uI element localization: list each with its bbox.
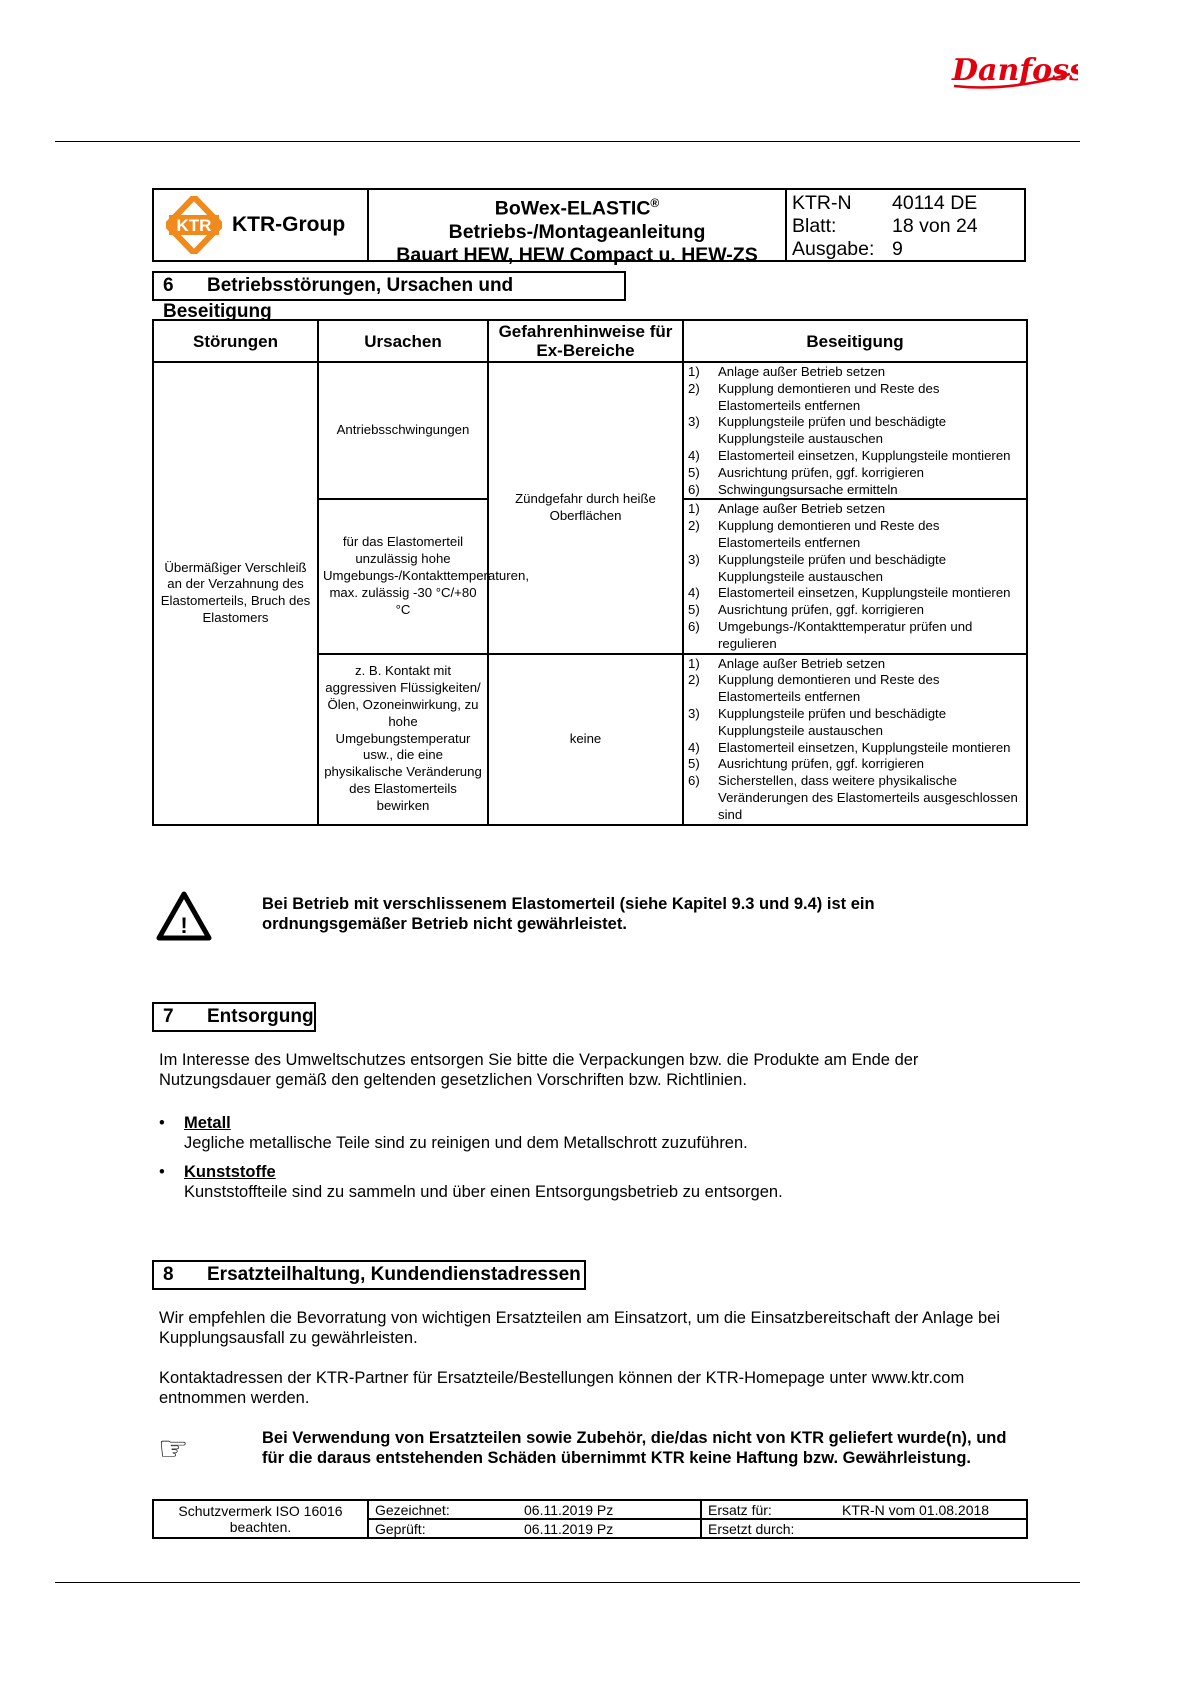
ktr-logo-cell [154, 190, 369, 260]
drawn-value: 06.11.2019 Pz [518, 1500, 701, 1519]
danfoss-logo-mark [948, 44, 1078, 94]
revision-footer [152, 1499, 1028, 1539]
title-line-3: Bauart HEW, HEW Compact u. HEW-ZS [396, 243, 758, 266]
section-7-heading: 7 Entsorgung [152, 1002, 316, 1032]
document-header [152, 188, 1026, 266]
ktr-logo-icon [166, 196, 222, 254]
list-item: • Metall Jegliche metallische Teile sind zu reinigen und dem Metallschrott zuzuführen. [159, 1114, 748, 1152]
ursache-cell: Antriebsschwingungen [318, 362, 488, 499]
bullet-icon: • [159, 1114, 165, 1132]
replaces-value: KTR-N vom 01.08.2018 [836, 1500, 1027, 1519]
danfoss-logo-text: Danfoss [952, 53, 1078, 88]
gefahr-cell: keine [488, 654, 683, 825]
list-item: • Kunststoffe Kunststoffteile sind zu sammeln und über einen Entsorgungsbetrieb zu entsorgen. [159, 1163, 783, 1201]
meta-row: Blatt: 18 von 24 [792, 215, 978, 237]
section-8-heading: 8 Ersatzteilhaltung, Kundendienstadressen [152, 1260, 586, 1290]
checked-value: 06.11.2019 Pz [518, 1519, 701, 1538]
bottom-rule [55, 1582, 1080, 1583]
protection-note: Schutzvermerk ISO 16016 beachten. [153, 1500, 368, 1538]
svg-text:!: ! [180, 913, 188, 938]
meta-row: KTR-N 40114 DE [792, 192, 978, 214]
col-header-stoerungen: Störungen [153, 320, 318, 362]
beseitigung-cell: 1) Anlage außer Betrieb setzen 2) Kupplung demontieren und Reste des Elastomerteils entfernen 3) Kupplungsteile prüfen und beschädigte Kupplungsteile austauschen 4) Elastomerteil einsetzen, Kupplungsteile montieren 5) Ausrichtung prüfen, ggf. korrigieren 6) Sicherstellen, dass weitere physikalische Veränderungen des Elastomerteils ausgeschlossen sind [683, 654, 1027, 825]
danfoss-logo [948, 44, 1078, 94]
bullet-icon: • [159, 1163, 165, 1181]
svg-text:KTR: KTR [176, 216, 212, 235]
registered-mark: ® [650, 196, 660, 210]
drawn-label: Gezeichnet: [368, 1500, 518, 1519]
col-header-beseitigung: Beseitigung [683, 320, 1027, 362]
title-line-1: BoWex-ELASTIC [494, 197, 651, 220]
document-meta [787, 190, 1024, 260]
warning-triangle-icon [156, 890, 212, 947]
stoerung-cell: Übermäßiger Verschleiß an der Verzahnung des Elastomerteils, Bruch des Elastomers [153, 362, 318, 825]
replaces-label: Ersatz für: [701, 1500, 836, 1519]
company-name: KTR-Group [232, 213, 346, 236]
top-rule [55, 141, 1080, 142]
col-header-ursachen: Ursachen [318, 320, 488, 362]
meta-row: Ausgabe: 9 [792, 238, 903, 260]
table-header-row [153, 320, 1027, 362]
replaced-by-value [836, 1519, 1027, 1538]
contact-paragraph: Kontaktadressen der KTR-Partner für Ersatzteile/Bestellungen können der KTR-Homepage unter www.ktr.com entnommen werden. [159, 1369, 965, 1407]
beseitigung-cell: 1) Anlage außer Betrieb setzen 2) Kupplung demontieren und Reste des Elastomerteils entfernen 3) Kupplungsteile prüfen und beschädigte Kupplungsteile austauschen 4) Elastomerteil einsetzen, Kupplungsteile montieren 5) Ausrichtung prüfen, ggf. korrigieren 6) Schwingungsursache ermitteln [683, 362, 1027, 499]
gefahr-cell: Zündgefahr durch heiße Oberflächen [488, 362, 683, 654]
col-header-gefahren: Gefahrenhinweise für Ex-Bereiche [488, 320, 683, 362]
ursache-cell: für das Elastomerteil unzulässig hohe Umgebungs-/Kontakttemperaturen, max. zulässig -30 °C/+80 °C [318, 499, 488, 653]
spare-parts-paragraph: Wir empfehlen die Bevorratung von wichtigen Ersatzteilen am Einsatzort, um die Einsatzbereitschaft der Anlage bei Kupplungsausfall zu gewährleisten. [159, 1309, 1001, 1347]
checked-label: Geprüft: [368, 1519, 518, 1538]
section-6-heading: 6 Betriebsstörungen, Ursachen und Beseitigung [152, 271, 626, 301]
title-line-2: Betriebs-/Montageanleitung [448, 220, 706, 243]
beseitigung-cell: 1) Anlage außer Betrieb setzen 2) Kupplung demontieren und Reste des Elastomerteils entfernen 3) Kupplungsteile prüfen und beschädigte Kupplungsteile austauschen 4) Elastomerteil einsetzen, Kupplungsteile montieren 5) Ausrichtung prüfen, ggf. korrigieren 6) Umgebungs-/Kontakttemperatur prüfen und regulieren [683, 499, 1027, 653]
replaced-by-label: Ersetzt durch: [701, 1519, 836, 1538]
ursache-cell: z. B. Kontakt mit aggressiven Flüssigkeiten/Ölen, Ozoneinwirkung, zu hohe Umgebungstemperatur usw., die eine physikalische Veränderung des Elastomerteils bewirken [318, 654, 488, 825]
document-title [369, 190, 787, 266]
disposal-intro: Im Interesse des Umweltschutzes entsorgen Sie bitte die Verpackungen bzw. die Produkte am Ende der Nutzungsdauer gemäß den geltenden gesetzlichen Vorschriften bzw. Richtlinien. [159, 1051, 919, 1089]
troubleshooting-table [152, 319, 1028, 826]
warning-text: Bei Betrieb mit verschlissenem Elastomerteil (siehe Kapitel 9.3 und 9.4) ist ein ordnungsgemäßer Betrieb nicht gewährleistet. [262, 895, 875, 933]
pointing-hand-icon: ☞ [158, 1430, 189, 1468]
table-row [153, 362, 1027, 499]
liability-note: Bei Verwendung von Ersatzteilen sowie Zubehör, die/das nicht von KTR geliefert wurde(n), und für die daraus entstehenden Schäden übernimmt KTR keine Haftung bzw. Gewährleistung. [262, 1429, 1007, 1467]
